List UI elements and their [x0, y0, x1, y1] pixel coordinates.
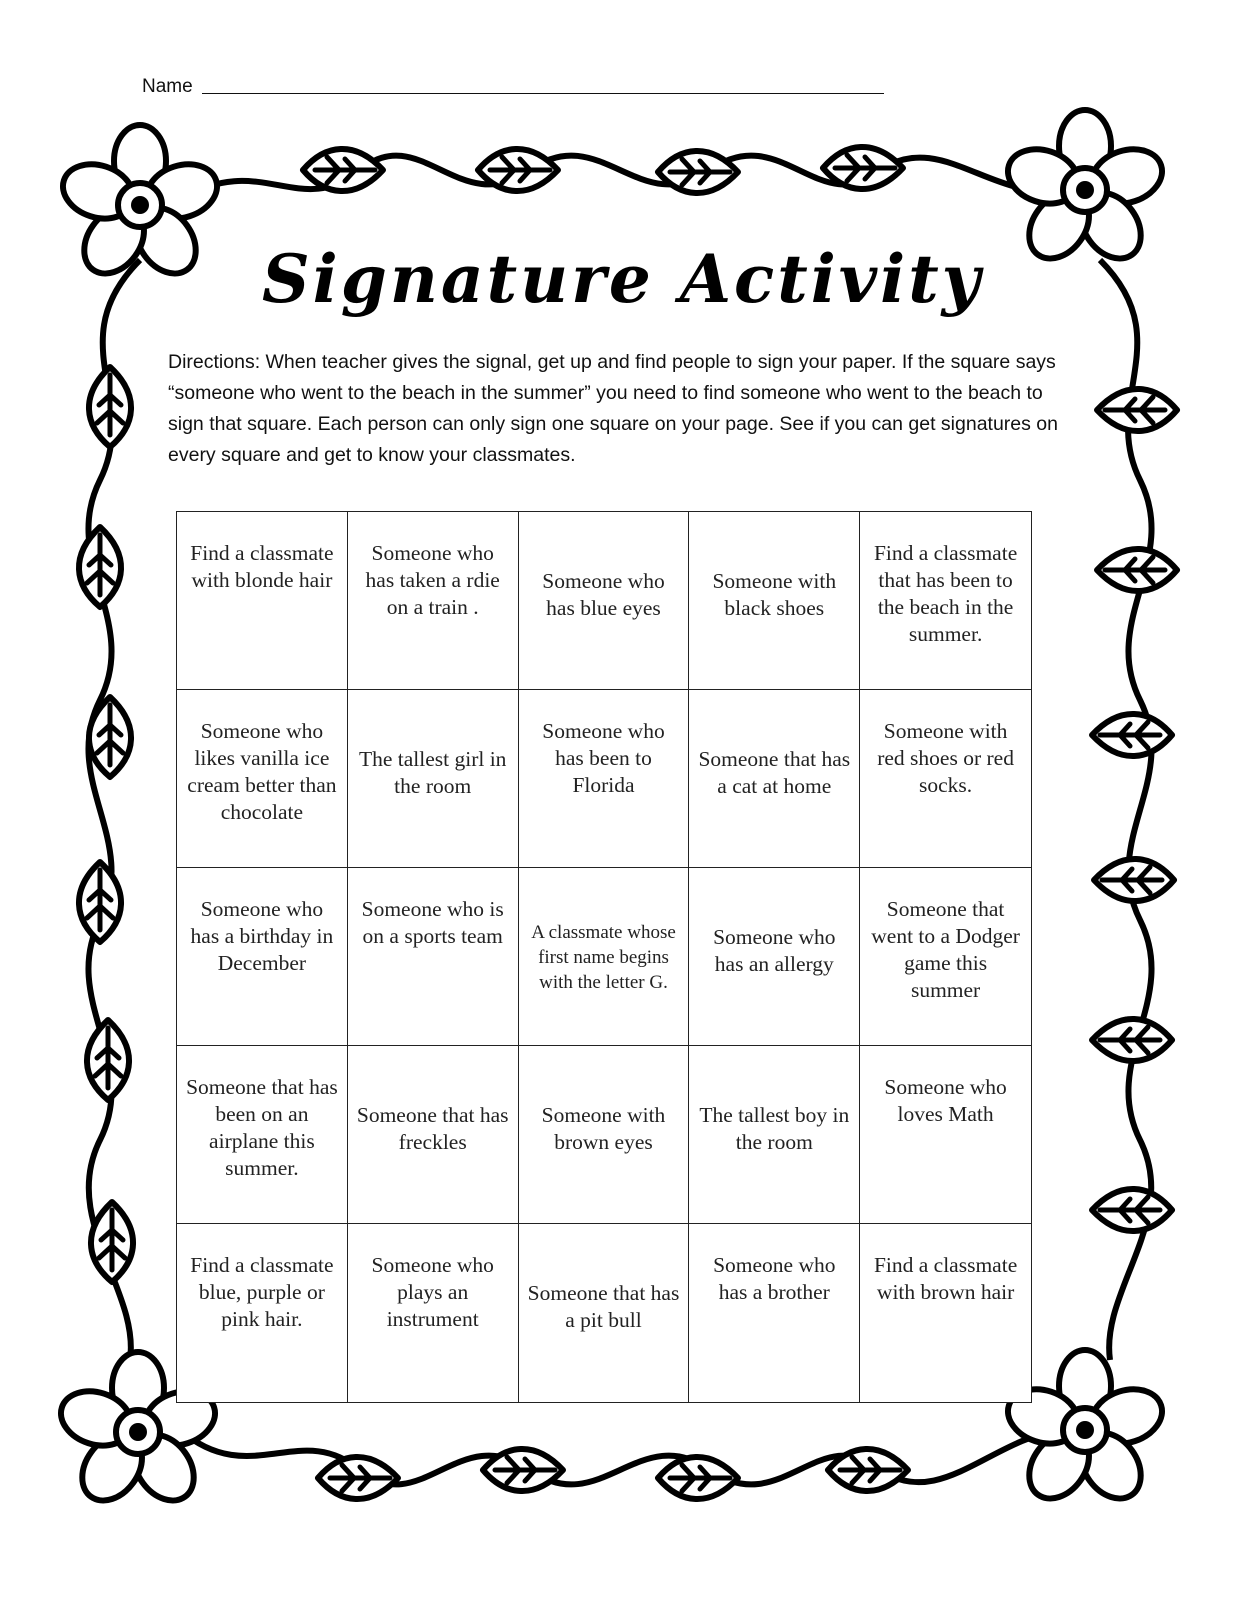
grid-cell[interactable]: Someone who has a birthday in December [177, 868, 348, 1046]
grid-cell[interactable]: Someone who loves Math [860, 1046, 1031, 1224]
grid-cell[interactable]: The tallest boy in the room [689, 1046, 860, 1224]
name-line[interactable] [142, 76, 884, 98]
grid-cell[interactable]: Find a classmate with brown hair [873, 1253, 1018, 1304]
grid-cell[interactable]: Find a classmate that has been to the beach in the summer. [860, 512, 1031, 690]
grid-cell[interactable]: Someone that has freckles [348, 1046, 519, 1224]
vine-bottom [180, 1430, 1060, 1484]
name-label: Name [142, 76, 193, 97]
directions-text: Directions: When teacher gives the signal, get up and find people to sign your paper. If the square says “someone who went to the beach in the summer” you need to find someone who went to the beach to sign that square. Each person can only sign one square on your page. See if you can get signatures on every square and get to know your classmates. [168, 351, 1059, 466]
grid-cell[interactable]: Someone who is on a sports team [348, 868, 519, 1046]
grid-cell[interactable]: Someone who has taken a rdie on a train . [348, 512, 519, 690]
grid-cell[interactable]: Someone with black shoes [689, 512, 860, 690]
grid-cell[interactable]: Someone who has a brother [689, 1224, 860, 1402]
page-title: Signature Activity [261, 240, 984, 318]
grid-cell[interactable]: Someone that has a cat at home [689, 690, 860, 868]
grid-cell[interactable]: The tallest girl in the room [348, 690, 519, 868]
grid-cell[interactable]: Someone that has been on an airplane this summer. [177, 1046, 348, 1224]
grid-cell[interactable]: Find a classmate blue, purple or pink hair. [177, 1224, 348, 1402]
grid-cell[interactable]: A classmate whose first name begins with the letter G. [519, 868, 690, 1046]
grid-cell[interactable]: Someone who has blue eyes [519, 512, 690, 690]
grid-cell[interactable]: Someone who has an allergy [689, 868, 860, 1046]
grid-cell[interactable]: Someone who likes vanilla ice cream better than chocolate [177, 690, 348, 868]
grid-cell[interactable]: Someone who has been to Florida [519, 690, 690, 868]
grid-cell[interactable]: Someone with brown eyes [519, 1046, 690, 1224]
grid-cell[interactable]: Someone who plays an instrument [348, 1224, 519, 1402]
signature-grid [176, 511, 1032, 1403]
grid-cell[interactable]: Someone with red shoes or red socks. [860, 690, 1031, 868]
grid-cell[interactable]: Someone that went to a Dodger game this summer [860, 868, 1031, 1046]
name-blank[interactable] [202, 93, 884, 94]
grid-cell[interactable]: Find a classmate with blonde hair [177, 512, 348, 690]
grid-cell[interactable]: Someone that has a pit bull [519, 1224, 690, 1402]
